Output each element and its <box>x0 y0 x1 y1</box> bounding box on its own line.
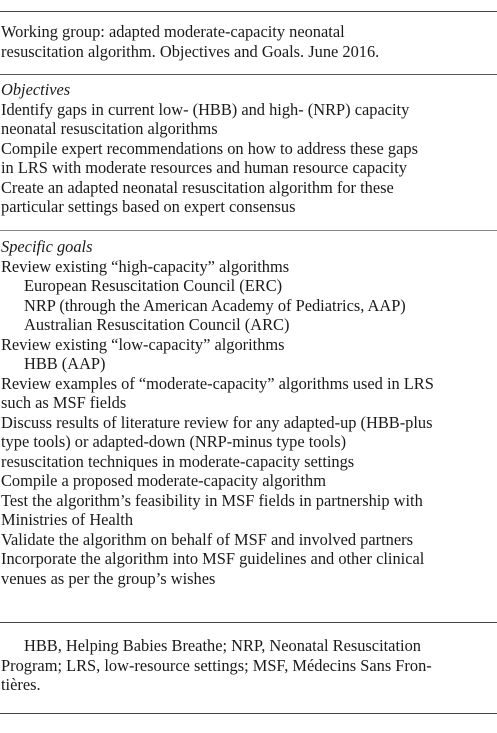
goal-line: Validate the algorithm on behalf of MSF and involved partners <box>1 529 413 549</box>
footnote-line: Program; LRS, low-resource settings; MSF, Médecins Sans Fron- <box>1 655 432 675</box>
goal-line: type tools) or adapted-down (NRP-minus type tools) <box>1 432 347 451</box>
objective-line: Identify gaps in current low- (HBB) and high- (NRP) capacity <box>1 99 410 119</box>
goal-line: venues as per the group’s wishes <box>1 568 216 588</box>
footnote-divider <box>0 622 497 623</box>
goal-line: Discuss results of literature review for any adapted-up (HBB-plus <box>1 412 433 432</box>
goal-line: Test the algorithm’s feasibility in MSF fields in partnership with <box>1 490 423 510</box>
goal-line: Review existing “high-capacity” algorithms <box>1 256 290 276</box>
objective-line: Create an adapted neonatal resuscitation algorithm for these <box>1 177 394 197</box>
objective-line: Compile expert recommendations on how to address these gaps <box>1 138 418 158</box>
objective-line: particular settings based on expert consensus <box>1 197 296 216</box>
table-top-rule <box>0 11 497 12</box>
footnote-line: tières. <box>1 675 41 694</box>
goal-line: such as MSF fields <box>1 393 127 412</box>
section-divider <box>0 230 497 231</box>
objective-line: neonatal resuscitation algorithms <box>1 119 218 138</box>
goal-line: Compile a proposed moderate-capacity algorithm <box>1 471 326 490</box>
footnote-line: HBB, Helping Babies Breathe; NRP, Neonatal Resuscitation <box>24 636 421 655</box>
goal-subitem: Australian Resuscitation Council (ARC) <box>24 315 290 334</box>
goal-subitem: HBB (AAP) <box>24 354 106 373</box>
goals-heading: Specific goals <box>1 237 93 256</box>
table-caption <box>0 22 497 61</box>
goal-subitem: European Resuscitation Council (ERC) <box>24 276 283 295</box>
goal-subitem: NRP (through the American Academy of Pediatrics, AAP) <box>24 295 406 315</box>
objectives-section <box>0 80 497 217</box>
table-bottom-rule <box>0 713 497 714</box>
caption-line: resuscitation algorithm. Objectives and Goals. June 2016. <box>1 41 380 61</box>
goal-line: Incorporate the algorithm into MSF guidelines and other clinical <box>1 549 425 568</box>
goal-line: Review examples of “moderate-capacity” algorithms used in LRS <box>1 373 434 393</box>
goal-line: Review existing “low-capacity” algorithms <box>1 334 285 354</box>
table-footnote <box>0 636 497 695</box>
objectives-heading: Objectives <box>1 80 71 99</box>
caption-line: Working group: adapted moderate-capacity neonatal <box>1 22 345 41</box>
goals-section <box>0 237 497 588</box>
objective-line: in LRS with moderate resources and human resource capacity <box>1 158 407 177</box>
goal-line: resuscitation techniques in moderate-capacity settings <box>1 451 355 471</box>
goal-line: Ministries of Health <box>1 510 134 529</box>
caption-divider <box>0 74 497 75</box>
